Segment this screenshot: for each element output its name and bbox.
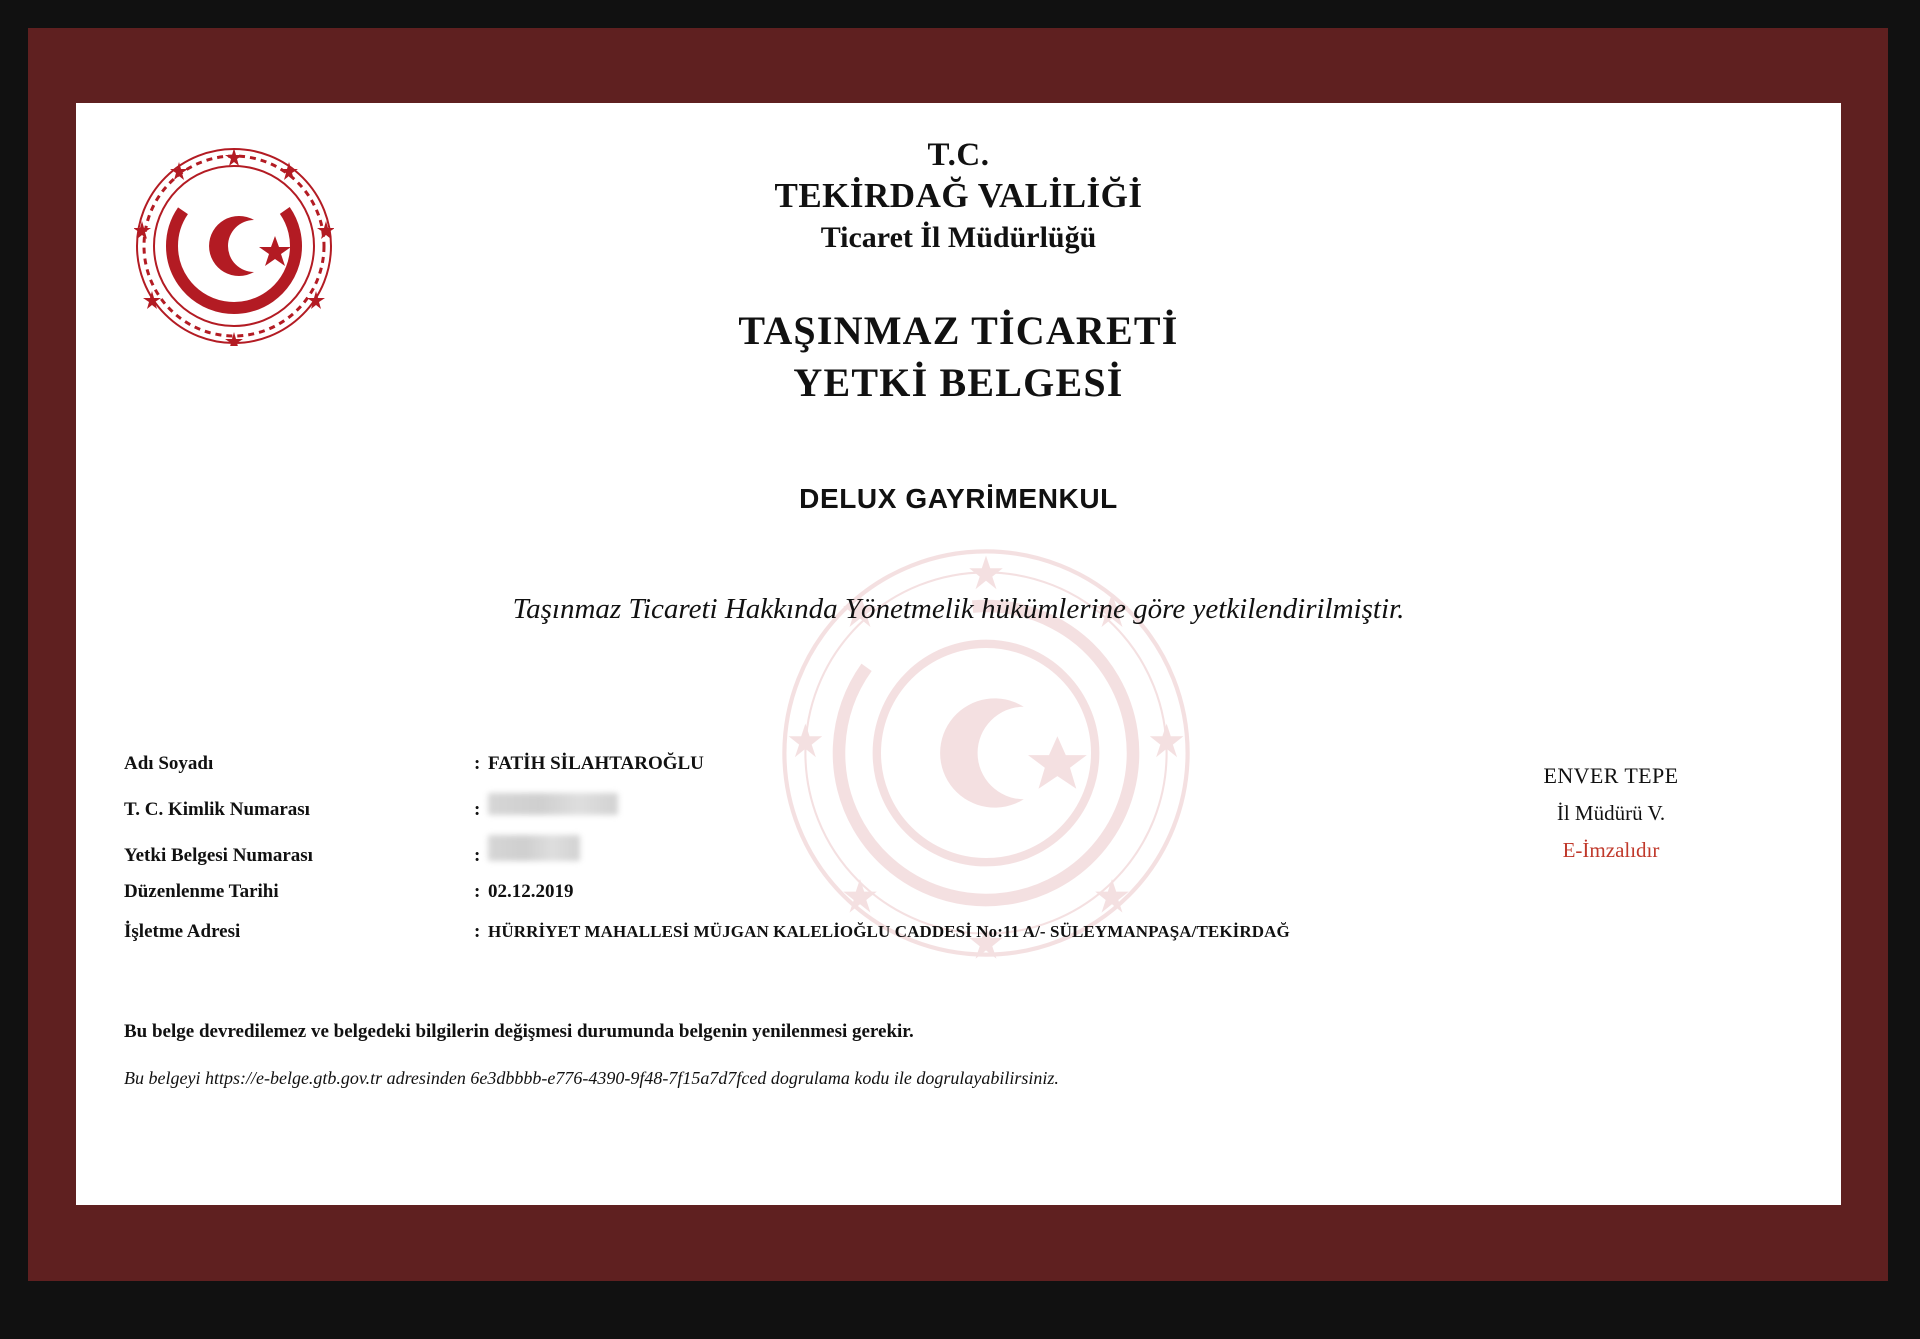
signer-role: İl Müdürü V. [1556, 801, 1666, 825]
signature-block [1451, 763, 1771, 863]
document-header [76, 135, 1841, 257]
field-value: HÜRRİYET MAHALLESİ MÜJGAN KALELİOĞLU CADDESİ No:11 A/- SÜLEYMANPAŞA/TEKİRDAĞ [488, 922, 1290, 941]
header-line-2: TEKİRDAĞ VALİLİĞİ [774, 176, 1143, 216]
field-label: Adı Soyadı [124, 753, 214, 774]
field-separator: : [474, 845, 481, 866]
field-separator: : [474, 753, 481, 774]
field-separator: : [474, 921, 481, 942]
field-row [124, 793, 1444, 821]
page-title-line-2: YETKİ BELGESİ [793, 360, 1124, 405]
field-separator: : [474, 881, 481, 902]
certificate-frame [28, 28, 1888, 1281]
field-label: İşletme Adresi [124, 921, 241, 942]
field-separator: : [474, 799, 481, 820]
certificate-sheet [76, 103, 1841, 1205]
field-label: Yetki Belgesi Numarası [124, 845, 313, 866]
redacted-value [488, 835, 580, 861]
field-label: Düzenlenme Tarihi [124, 881, 279, 902]
company-name: DELUX GAYRİMENKUL [799, 483, 1118, 514]
field-value: 02.12.2019 [488, 881, 574, 902]
page-title [76, 305, 1841, 409]
field-value: FATİH SİLAHTAROĞLU [488, 753, 704, 774]
field-label: T. C. Kimlik Numarası [124, 799, 310, 820]
header-line-1: T.C. [927, 137, 990, 173]
field-row [124, 753, 1444, 779]
e-signature-label: E-İmzalıdır [1562, 838, 1660, 862]
authorization-statement: Taşınmaz Ticareti Hakkında Yönetmelik hükümlerine göre yetkilendirilmiştir. [512, 593, 1405, 625]
page-title-line-1: TAŞINMAZ TİCARETİ [738, 308, 1179, 353]
verification-note: Bu belgeyi https://e-belge.gtb.gov.tr adresinden 6e3dbbbb-e776-4390-9f48-7f15a7d7fced dogrulama kodu ile dogrulayabilirsiniz. [124, 1068, 1059, 1088]
non-transferable-note: Bu belge devredilemez ve belgedeki bilgilerin değişmesi durumunda belgenin yenilenmesi gerekir. [124, 1021, 914, 1042]
redacted-value [488, 793, 618, 815]
field-list [124, 753, 1444, 961]
header-line-3: Ticaret İl Müdürlüğü [820, 220, 1097, 254]
signer-name: ENVER TEPE [1543, 763, 1679, 788]
field-row [124, 835, 1444, 867]
field-row [124, 921, 1444, 947]
field-row [124, 881, 1444, 907]
